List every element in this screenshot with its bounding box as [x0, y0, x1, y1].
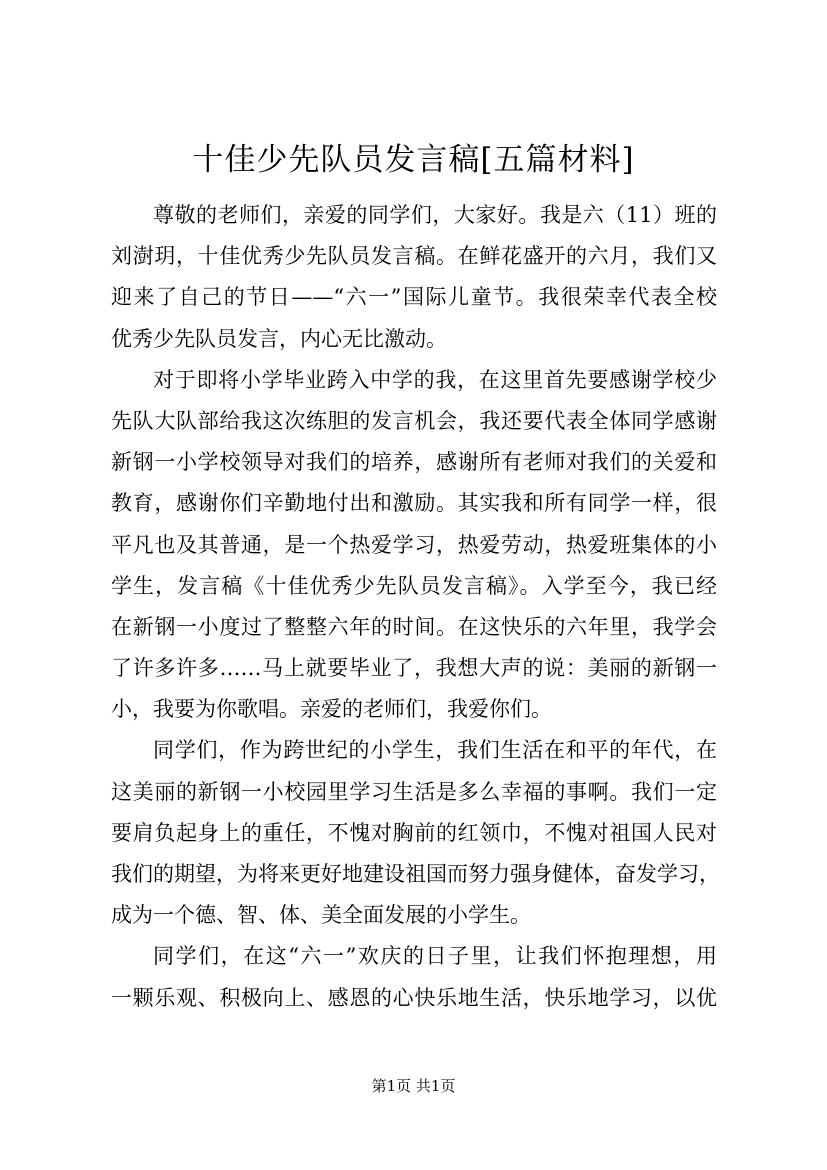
text-line: 新钢一小学校领导对我们的培养，感谢所有老师对我们的关爱和 [111, 450, 717, 475]
text-line: 小，我要为你歌唱。亲爱的老师们，我爱你们。 [111, 697, 552, 722]
text-line: 要肩负起身上的重任，不愧对胸前的红领巾，不愧对祖国人民对 [111, 820, 717, 845]
text-line: 同学们，作为跨世纪的小学生，我们生活在和平的年代，在 [153, 738, 717, 763]
text-line: 同学们，在这“六一”欢庆的日子里，让我们怀抱理想，用 [153, 944, 717, 969]
page-footer: 第1页 共1页 [371, 1077, 456, 1095]
text-line: 刘澍玥，十佳优秀少先队员发言稿。在鲜花盛开的六月，我们又 [111, 244, 717, 269]
text-line: 对于即将小学毕业跨入中学的我，在这里首先要感谢学校少 [153, 367, 717, 392]
text-line: 一颗乐观、积极向上、感恩的心快乐地生活，快乐地学习，以优 [111, 985, 717, 1010]
text-line: 成为一个德、智、体、美全面发展的小学生。 [111, 903, 531, 928]
text-line: 优秀少先队员发言，内心无比激动。 [111, 326, 447, 351]
document-title: 十佳少先队员发言稿[五篇材料] [192, 142, 635, 178]
text-line: 这美丽的新钢一小校园里学习生活是多么幸福的事啊。我们一定 [111, 779, 717, 804]
text-line: 我们的期望，为将来更好地建设祖国而努力强身健体，奋发学习， [111, 862, 720, 886]
text-line: 尊敬的老师们，亲爱的同学们，大家好。我是六（11）班的 [153, 203, 717, 227]
text-line: 迎来了自己的节日——“六一”国际儿童节。我很荣幸代表全校 [111, 285, 717, 310]
text-line: 学生，发言稿《十佳优秀少先队员发言稿》。入学至今，我已经 [111, 573, 717, 598]
text-line: 先队大队部给我这次练胆的发言机会，我还要代表全体同学感谢 [111, 408, 717, 433]
text-line: 在新钢一小度过了整整六年的时间。在这快乐的六年里，我学会 [111, 614, 717, 639]
text-line: 了许多许多……马上就要毕业了，我想大声的说：美丽的新钢一 [111, 656, 717, 681]
document-body [111, 195, 720, 1019]
text-line: 平凡也及其普通，是一个热爱学习，热爱劳动，热爱班集体的小 [111, 532, 717, 557]
text-line: 教育，感谢你们辛勤地付出和激励。其实我和所有同学一样，很 [111, 491, 717, 516]
